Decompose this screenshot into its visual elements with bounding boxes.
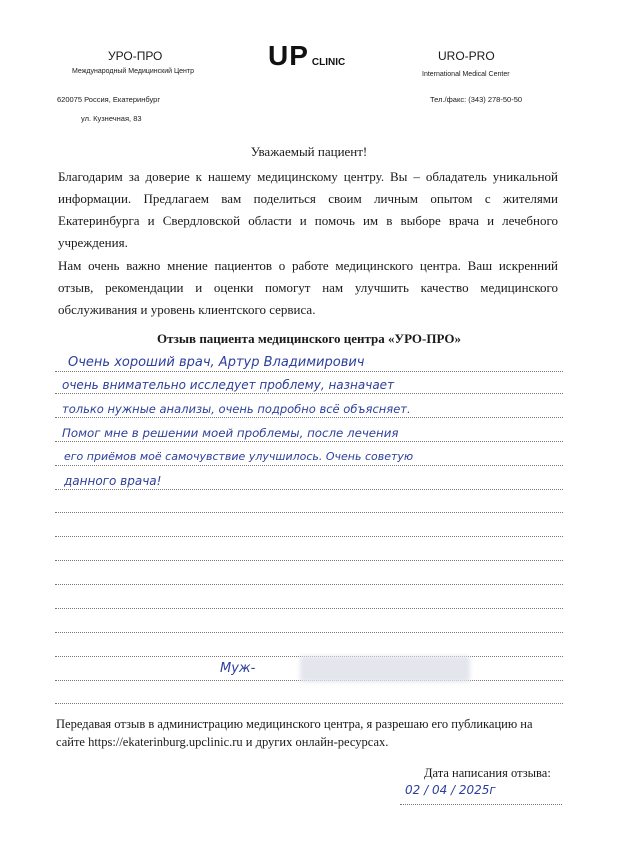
dotted-line bbox=[55, 441, 563, 442]
logo-main: UP bbox=[268, 40, 309, 71]
dotted-line bbox=[55, 703, 563, 704]
logo-sub: CLINIC bbox=[311, 57, 346, 68]
dotted-line bbox=[55, 489, 563, 490]
dotted-line bbox=[55, 393, 563, 394]
handwritten-line-5: его приёмов моё самочувствие улучшилось. Очень советую bbox=[64, 450, 414, 463]
publication-consent: Передавая отзыв в администрацию медицинского центра, я разрешаю его публикацию на сайте https://ekaterinburg.upclinic.ru и других онлайн-ресурсах. bbox=[56, 717, 533, 749]
dotted-line bbox=[55, 584, 563, 585]
intro-paragraph: Благодарим за доверие к нашему медицинскому центру. Вы – обладатель уникальной информации. Предлагаем вам поделиться своим личным опытом с жителями Екатеринбурга и Свердловской области и помочь им в выборе врача и лечебного учреждения. bbox=[58, 169, 558, 250]
dotted-line bbox=[55, 465, 563, 466]
clinic-logo bbox=[268, 40, 345, 72]
header-left-subtitle: Международный Медицинский Центр bbox=[72, 68, 195, 75]
handwritten-line-1: Очень хороший врач, Артур Владимирович bbox=[68, 355, 365, 370]
handwritten-line-6: данного врача! bbox=[64, 474, 162, 488]
dotted-line bbox=[55, 632, 563, 633]
header-right-title: URO-PRO bbox=[438, 49, 495, 63]
importance-paragraph: Нам очень важно мнение пациентов о работе медицинского центра. Ваш искренний отзыв, рекомендации и оценки помогут нам улучшить качество медицинского обслуживания и уровень клиентского сервиса. bbox=[58, 258, 558, 317]
header-left-title: УРО-ПРО bbox=[108, 49, 163, 63]
dotted-line bbox=[55, 536, 563, 537]
greeting: Уважаемый пациент! bbox=[250, 144, 368, 159]
dotted-line bbox=[55, 371, 563, 372]
handwritten-line-4: Помог мне в решении моей проблемы, после лечения bbox=[62, 426, 399, 440]
date-value: 02 / 04 / 2025г bbox=[405, 783, 496, 797]
address-line-1: 620075 Россия, Екатеринбург bbox=[57, 95, 161, 104]
dotted-line bbox=[55, 560, 563, 561]
dotted-line bbox=[55, 417, 563, 418]
form-title: Отзыв пациента медицинского центра «УРО-ПРО» bbox=[157, 331, 461, 346]
dotted-line bbox=[55, 608, 563, 609]
handwritten-line-3: только нужные анализы, очень подробно всё объясняет. bbox=[62, 402, 411, 416]
phone-fax: Тел./факс: (343) 278-50-50 bbox=[430, 95, 523, 104]
handwritten-line-2: очень внимательно исследует проблему, назначает bbox=[62, 378, 395, 392]
header-right-subtitle: International Medical Center bbox=[422, 71, 510, 78]
dotted-line bbox=[55, 512, 563, 513]
signature: Муж- bbox=[220, 661, 256, 676]
address-line-2: ул. Кузнечная, 83 bbox=[81, 114, 142, 123]
date-label: Дата написания отзыва: bbox=[424, 766, 551, 780]
redacted-name bbox=[300, 656, 470, 682]
